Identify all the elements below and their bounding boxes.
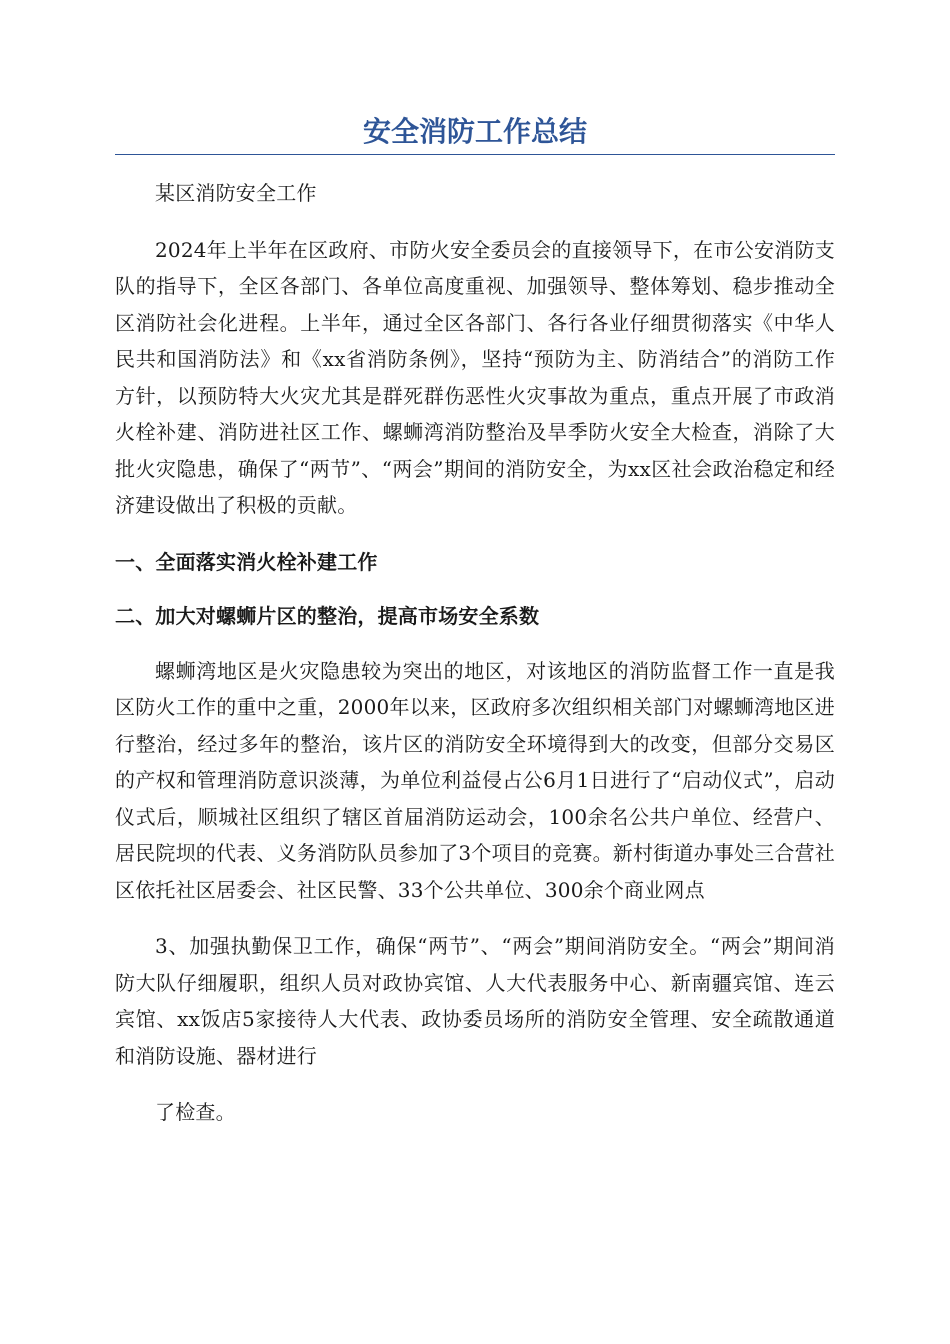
document-subtitle: 某区消防安全工作 bbox=[155, 181, 317, 205]
document-page bbox=[115, 112, 835, 1131]
paragraph-duty-security: 3、加强执勤保卫工作，确保“两节”、“两会”期间消防安全。“两会”期间消防大队仔细履职，组织人员对政协宾馆、人大代表服务中心、新南疆宾馆、连云宾馆、xx饭店5家接待人大代表、政协委员场所的消防安全管理、安全疏散通道和消防设施、器材进行 bbox=[115, 934, 835, 1068]
paragraph-intro: 2024年上半年在区政府、市防火安全委员会的直接领导下，在市公安消防支队的指导下，全区各部门、各单位高度重视、加强领导、整体筹划、稳步推动全区消防社会化进程。上半年，通过全区各部门、各行各业仔细贯彻落实《中华人民共和国消防法》和《xx省消防条例》，坚持“预防为主、防消结合”的消防工作方针，以预防特大火灾尤其是群死群伤恶性火灾事故为重点，重点开展了市政消火栓补建、消防进社区工作、螺蛳湾消防整治及旱季防火安全大检查，消除了大批火灾隐患，确保了“两节”、“两会”期间的消防安全，为xx区社会政治稳定和经济建设做出了积极的贡献。 bbox=[115, 237, 835, 517]
paragraph-inspection-end: 了检查。 bbox=[155, 1100, 236, 1124]
title-underline bbox=[115, 154, 835, 155]
section-heading-2: 二、加大对螺蛳片区的整治，提高市场安全系数 bbox=[115, 604, 540, 628]
paragraph-luosi-bay: 螺蛳湾地区是火灾隐患较为突出的地区，对该地区的消防监督工作一直是我区防火工作的重中之重，2000年以来，区政府多次组织相关部门对螺蛳湾地区进行整治，经过多年的整治，该片区的消防安全环境得到大的改变，但部分交易区的产权和管理消防意识淡薄，为单位利益侵占公6月1日进行了“启动仪式”，启动仪式后，顺城社区组织了辖区首届消防运动会，100余名公共户单位、经营户、居民院坝的代表、义务消防队员参加了3个项目的竞赛。新村街道办事处三合营社区依托社区居委会、社区民警、33个公共单位、300余个商业网点 bbox=[115, 658, 835, 902]
document-title: 安全消防工作总结 bbox=[362, 115, 587, 148]
section-heading-1: 一、全面落实消火栓补建工作 bbox=[115, 549, 378, 574]
